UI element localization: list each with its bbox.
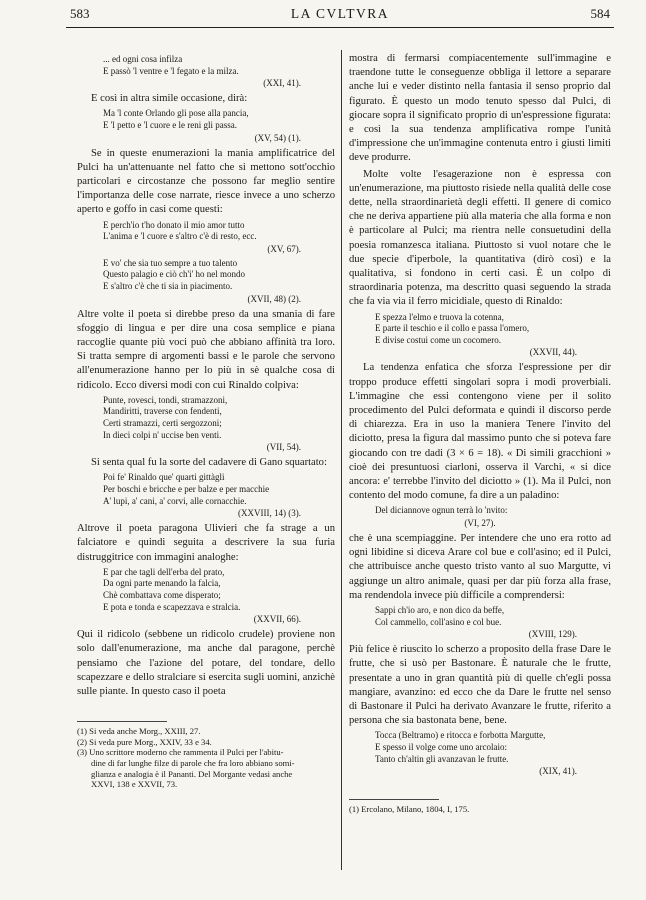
paragraph: Più felice è riuscito lo scherzo a proposito della frase Dare le frutte, che si usò per Bastonare. È naturale che le frutte, presentate a uno in gran quantità più di quelle ch'egli possa mangiare, avanzino: ed ecco che da Dare le frutte nel senso di Bastonare il Pulci ha derivato Avanzare le frutte, riferito a persona che sia bastonata bene, bene.	[349, 644, 611, 727]
verse-quote	[103, 395, 335, 441]
footnote-line: XXVI, 138 e XXVII, 73.	[91, 779, 178, 790]
paragraph: E così in altra simile occasione, dirà:	[91, 93, 248, 105]
verse-line: ... ed ogni cosa infilza	[103, 54, 183, 64]
journal-title: LA CVLTVRA	[290, 6, 390, 21]
footnote-line: glianza e analogia è il Pananti. Del Morgante vedasi anche	[91, 768, 293, 779]
verse-line: Punte, rovesci, tondi, stramazzoni,	[103, 394, 228, 405]
verse-line: E spesso il volge come uno arcolaio:	[375, 742, 507, 753]
verse-reference: (XV, 54) (1).	[254, 132, 301, 143]
page-number-right: 584	[590, 6, 610, 21]
footnote	[77, 747, 335, 789]
paragraph: La tendenza enfatica che sforza l'espressione per dir troppo produce effetti singolari sopra i modi proverbiali. L'immagine che essi contengono viene per il solito procedimento del Pulci deformata e quindi il discorso perde di chiarezza. Era in uso la maniera Tenere l'invito del diciotto, presa la figura dal massimo punto che si poteva fare giocando con tre dadi (3 × 6 = 18). « Di simili gracchioni » cioè dei presuntuosi ciarloni, osserva il Varchi, « si dice ancora: e' terrebbe l'invito del diciotto » (1). Ma il Pulci, non contento del modo comune, fa dire a un paladino:	[349, 362, 611, 502]
verse-line: In dieci colpi n' uccise ben venti.	[103, 429, 222, 440]
footnote: (1) Ercolano, Milano, 1804, I, 175.	[349, 804, 470, 815]
footnote-line: dine di far lunghe filze di parole che fra loro abbiano somi-	[91, 757, 295, 768]
footnote: (1) Si veda anche Morg., XXIII, 27.	[77, 726, 201, 737]
verse-line: Mandiritti, traverse con fendenti,	[103, 406, 222, 417]
paragraph: Qui il ridicolo (sebbene un ridicolo crudele) proviene non solo dall'enumerazione, ma anche dal paragone, perchè pensiamo che l'azione del potare, del tondare, dello scapezzare e dello stralciare si esercita sugli uomini, anzichè sulle piante. In questo caso il poeta	[77, 629, 335, 697]
footnote-rule	[349, 799, 439, 800]
verse-line: E parte il teschio e il collo e passa l'omero,	[375, 323, 530, 334]
verse-quote	[103, 108, 335, 131]
verse-quote	[103, 54, 335, 77]
footnote-line: (3) Uno scrittore moderno che rammenta il Pulci per l'abitu-	[77, 747, 284, 758]
paragraph: Si senta qual fu la sorte del cadavere di Gano squartato:	[91, 457, 327, 469]
verse-line: Per boschi e bricche e per balze e per macchie	[103, 483, 270, 494]
footnote: (2) Si veda pure Morg., XXIV, 33 e 34.	[77, 736, 212, 747]
verse-reference: (VII, 54).	[266, 442, 301, 453]
verse-quote	[103, 472, 335, 507]
verse-line: E par che tagli dell'erba del prato,	[103, 566, 225, 577]
verse-reference: (XVIII, 129).	[528, 629, 577, 640]
page-header	[70, 6, 610, 26]
verse-reference: (XXVII, 66).	[253, 614, 301, 625]
paragraph: Altre volte il poeta si direbbe preso da una smania di fare sfoggio di lingua e per dire una cosa semplice e piana raccoglie quante più voci può che abbiano affinità tra loro. Si tratta sempre di argomenti bassi e le parole che servono all'enumerazione hanno per lo più in sè qualche cosa di ridicolo. Ecco diversi modi con cui Rinaldo colpiva:	[77, 308, 335, 391]
verse-reference: (VI, 27).	[464, 518, 496, 529]
verse-quote	[375, 605, 611, 628]
verse-line: E 'l petto e 'l cuore e le reni gli passa.	[103, 119, 237, 130]
verse-line: E s'altro c'è che ti sia in piacimento.	[103, 280, 233, 291]
verse-line: Tanto ch'altin gli avanzavan le frutte.	[375, 753, 509, 764]
paragraph: Molte volte l'esagerazione non è espressa con un'enumerazione, ma piuttosto risiede nella qualità delle cose dette, nella straordinarietà degli effetti. Il genere di comico che ne deriva appartiene più alla materia che alla forma e non è particolare al Pulci; ma rientra nelle consuetudini della poesia romanzesca italiana. Piuttosto si vuol notare che le due specie d'iperbole, la quantitativa (dirò così) e la qualitativa, si fondono in certi casi. È un colpo di straordinaria potenza, ma descritto quasi seguendo la strada che fa via via il ferro micidiale, questo di Rinaldo:	[349, 168, 611, 308]
verse-line: E spezza l'elmo e truova la cotenna,	[375, 311, 504, 322]
verse-line: Sappi ch'io aro, e non dico da beffe,	[375, 605, 505, 616]
verse-line: E passò 'l ventre e 'l fegato e la milza.	[103, 65, 239, 76]
paragraph: mostra di fermarsi compiacentemente sull'immagine e traendone tutte le conseguenze obbliga il lettore a separare anche lui e veder distinto nella fantasia il senso proprio dal figurato. È questo un modo tenuto spesso dal Pulci, di giocare sopra il significato proprio di un'espressione figurata: e così la sua tendenza amplificativa rompe l'unità d'impressione che un'immagine contenuta entro i giusti limiti deve produrre.	[349, 53, 611, 164]
paragraph: Se in queste enumerazioni la mania amplificatrice del Pulci ha un'attenuante nel fatto che si mettono sott'occhio particolari e circostanze che possono far meglio sentire l'importanza delle cose narrate, riesce invece a uno scherzo aperto e goffo in casi come questi:	[77, 147, 335, 216]
verse-reference: (XV, 67).	[267, 243, 301, 254]
right-column	[349, 52, 611, 815]
verse-reference: (XVII, 48) (2).	[247, 293, 301, 304]
verse-line: E pota e tonda e scapezzava e stralcia.	[103, 601, 241, 612]
verse-quote	[375, 505, 611, 517]
verse-line: Poi fe' Rinaldo que' quarti gittàgli	[103, 472, 225, 483]
verse-line: Questo palagio e ciò ch'i' ho nel mondo	[103, 269, 245, 280]
verse-quote	[103, 258, 335, 293]
left-column	[77, 52, 335, 790]
verse-quote	[375, 312, 611, 347]
verse-reference: (XXI, 41).	[263, 78, 301, 89]
verse-line: Col cammello, coll'asino e col bue.	[375, 616, 502, 627]
verse-reference: (XXVIII, 14) (3).	[238, 508, 301, 519]
verse-reference: (XXVII, 44).	[529, 347, 577, 358]
verse-line: Da ogni parte menando la falcia,	[103, 578, 221, 589]
column-divider	[341, 50, 342, 870]
paragraph: che è una scempiaggine. Per intendere che uno era rotto ad ogni libidine si diceva Arare col bue e coll'asino; ed il Pulci, che attribuisce anche questo tristo vanto al suo Margutte, vi aggiunge un altro animale, quasi per dar più forza alla frase, ma rendendola invece più difficile a comprendersi:	[349, 533, 611, 601]
verse-line: L'anima e 'l cuore e s'altro c'è di resto, ecc.	[103, 231, 257, 242]
verse-line: Tocca (Beltramo) e ritocca e forbotta Margutte,	[375, 730, 546, 741]
verse-line: A' lupi, a' cani, a' corvi, alle cornacchie.	[103, 495, 247, 506]
verse-line: E perch'io t'ho donato il mio amor tutto	[103, 219, 245, 230]
verse-quote	[103, 220, 335, 243]
paragraph: Altrove il poeta paragona Ulivieri che fa strage a un falciatore e quindi seguita a descrivere la sua furia distruggitrice con immagini analoghe:	[77, 523, 335, 563]
verse-line: E vo' che sia tuo sempre a tuo talento	[103, 257, 238, 268]
verse-line: Certi stramazzi, certi sergozzoni;	[103, 417, 222, 428]
verse-reference: (XIX, 41).	[539, 766, 577, 777]
header-rule	[66, 27, 614, 28]
verse-quote	[375, 730, 611, 765]
footnote-rule	[77, 721, 167, 722]
verse-line: Ma 'l conte Orlando gli pose alla pancia,	[103, 108, 249, 119]
page-number-left: 583	[70, 6, 90, 21]
verse-quote	[103, 567, 335, 613]
verse-line: Chè combattava come disperato;	[103, 589, 221, 600]
verse-line: E divise costui come un cocomero.	[375, 334, 501, 345]
verse-line: Del diciannove ognun terrà lo 'nvito:	[375, 505, 508, 516]
